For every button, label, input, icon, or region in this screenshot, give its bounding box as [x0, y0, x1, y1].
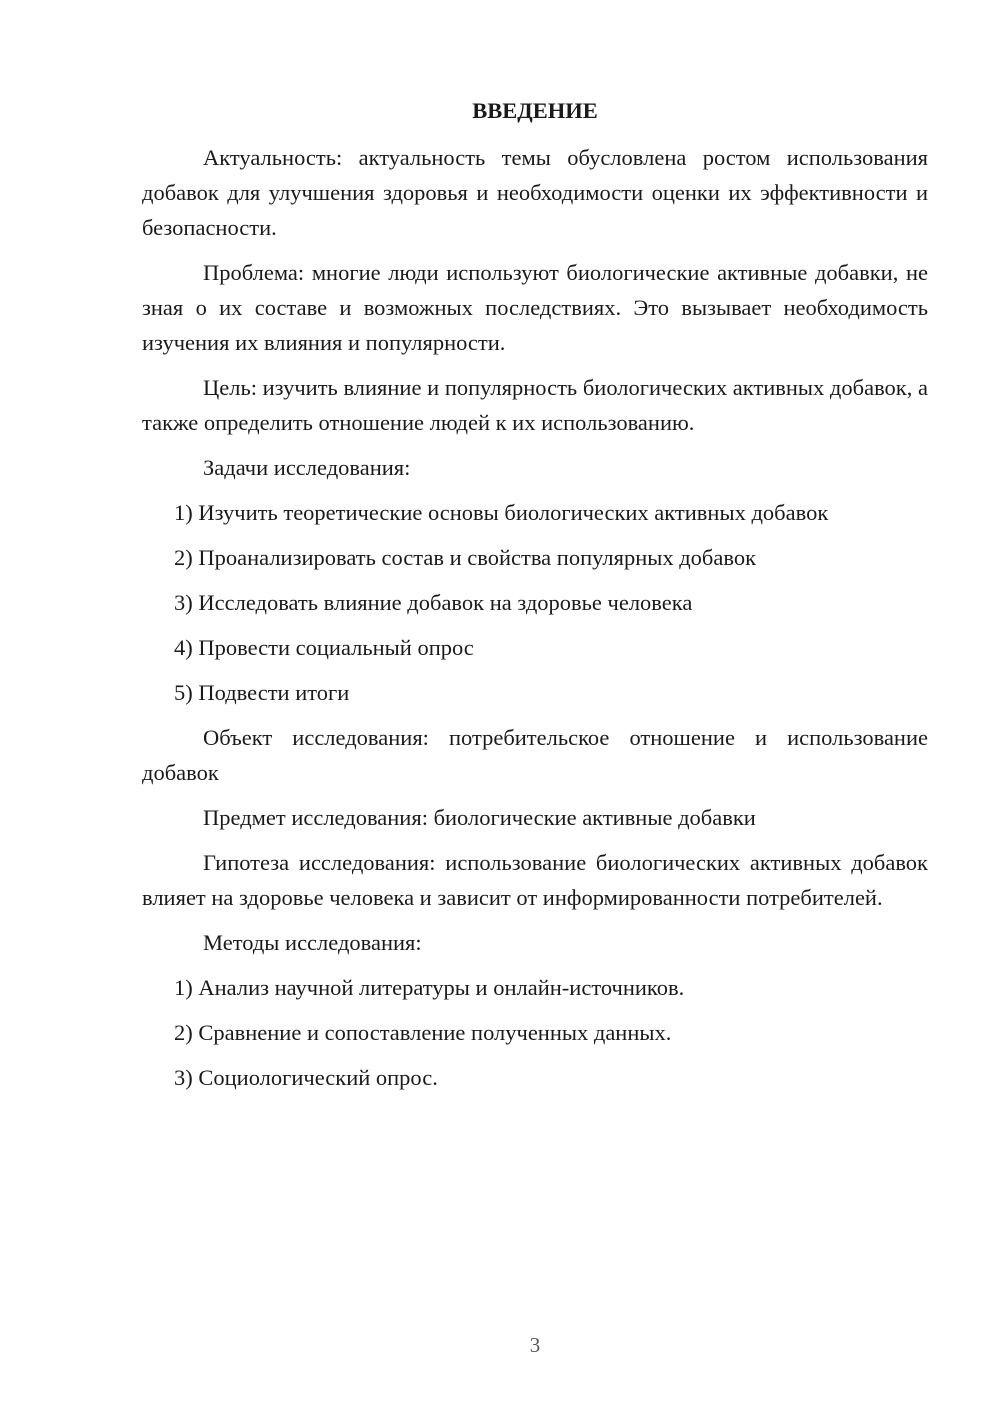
method-item: 3) Социологический опрос. [174, 1065, 438, 1090]
section-title: ВВЕДЕНИЕ [472, 98, 598, 123]
task-item: 3) Исследовать влияние добавок на здоровье человека [174, 590, 693, 615]
subject-paragraph: Предмет исследования: биологические активные добавки [203, 805, 756, 830]
task-item: 1) Изучить теоретические основы биологических активных добавок [174, 500, 829, 525]
object-paragraph: Объект исследования: потребительское отношение и использование добавок [142, 725, 928, 785]
relevance-paragraph: Актуальность: актуальность темы обусловлена ростом использования добавок для улучшения здоровья и необходимости оценки их эффективности и безопасности. [142, 145, 928, 240]
goal-paragraph: Цель: изучить влияние и популярность биологических активных добавок, а также определить отношение людей к их использованию. [142, 375, 928, 435]
hypothesis-paragraph: Гипотеза исследования: использование биологических активных добавок влияет на здоровье человека и зависит от информированности потребителей. [142, 850, 928, 910]
page-number: 3 [529, 1333, 541, 1357]
task-item: 4) Провести социальный опрос [174, 635, 474, 660]
problem-paragraph: Проблема: многие люди используют биологические активные добавки, не зная о их составе и возможных последствиях. Это вызывает необходимость изучения их влияния и популярности. [142, 260, 928, 355]
method-item: 1) Анализ научной литературы и онлайн-источников. [174, 975, 685, 1000]
page-content [142, 94, 928, 1105]
task-item: 2) Проанализировать состав и свойства популярных добавок [174, 545, 757, 570]
methods-heading: Методы исследования: [203, 930, 422, 955]
method-item: 2) Сравнение и сопоставление полученных данных. [174, 1020, 672, 1045]
tasks-heading: Задачи исследования: [203, 455, 411, 480]
task-item: 5) Подвести итоги [174, 680, 350, 705]
